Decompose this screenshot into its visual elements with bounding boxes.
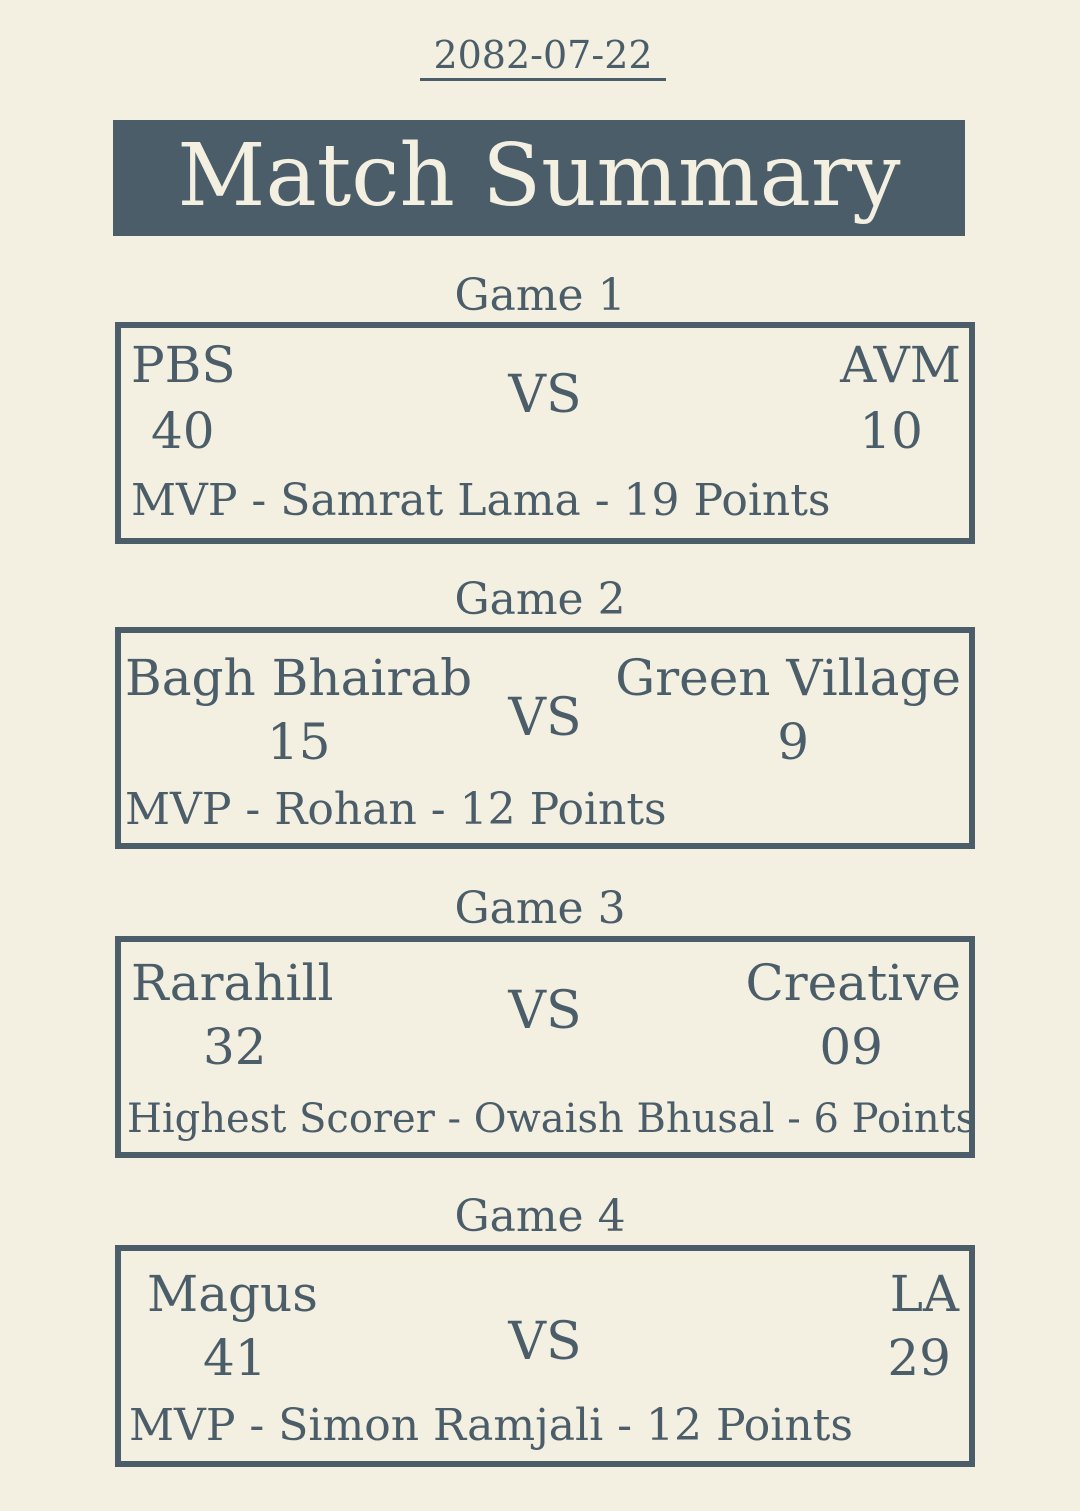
game-3-team1-name: Rarahill — [131, 954, 334, 1012]
game-1-vs: VS — [508, 365, 582, 425]
game-2-team2-score: 9 — [777, 713, 809, 771]
game-4-team1-name: Magus — [147, 1265, 318, 1323]
game-1-mvp: MVP - Samrat Lama - 19 Points — [131, 475, 831, 526]
game-2-team1-score: 15 — [267, 713, 331, 771]
game-1-card — [115, 322, 975, 544]
game-2-label: Game 2 — [454, 574, 626, 625]
game-4-label: Game 4 — [454, 1191, 626, 1242]
game-1-team1-name: PBS — [131, 336, 236, 394]
game-3-highest-scorer: Highest Scorer - Owaish Bhusal - 6 Points — [127, 1096, 977, 1142]
game-2-vs: VS — [508, 688, 582, 748]
game-4-team1-score: 41 — [203, 1329, 267, 1387]
game-3-card — [115, 936, 975, 1158]
game-4-team2-name: LA — [889, 1265, 959, 1323]
page-title: Match Summary — [113, 120, 965, 236]
match-date: 2082-07-22 — [420, 32, 666, 81]
game-3-vs: VS — [508, 981, 582, 1041]
game-4-card — [115, 1245, 975, 1467]
game-2-team1-name: Bagh Bhairab — [125, 649, 473, 707]
game-3-team1-score: 32 — [203, 1018, 267, 1076]
game-2-mvp: MVP - Rohan - 12 Points — [125, 784, 667, 835]
game-4-mvp: MVP - Simon Ramjali - 12 Points — [129, 1400, 853, 1451]
game-3-team2-name: Creative — [745, 954, 961, 1012]
game-3-team2-score: 09 — [819, 1018, 883, 1076]
game-4-team2-score: 29 — [887, 1329, 951, 1387]
game-2-team2-name: Green Village — [615, 649, 961, 707]
game-1-team2-score: 10 — [859, 402, 923, 460]
game-3-label: Game 3 — [454, 883, 626, 934]
game-4-vs: VS — [508, 1312, 582, 1372]
game-1-team2-name: AVM — [840, 336, 961, 394]
game-1-team1-score: 40 — [151, 402, 215, 460]
game-1-label: Game 1 — [454, 270, 626, 321]
game-2-card — [115, 627, 975, 849]
